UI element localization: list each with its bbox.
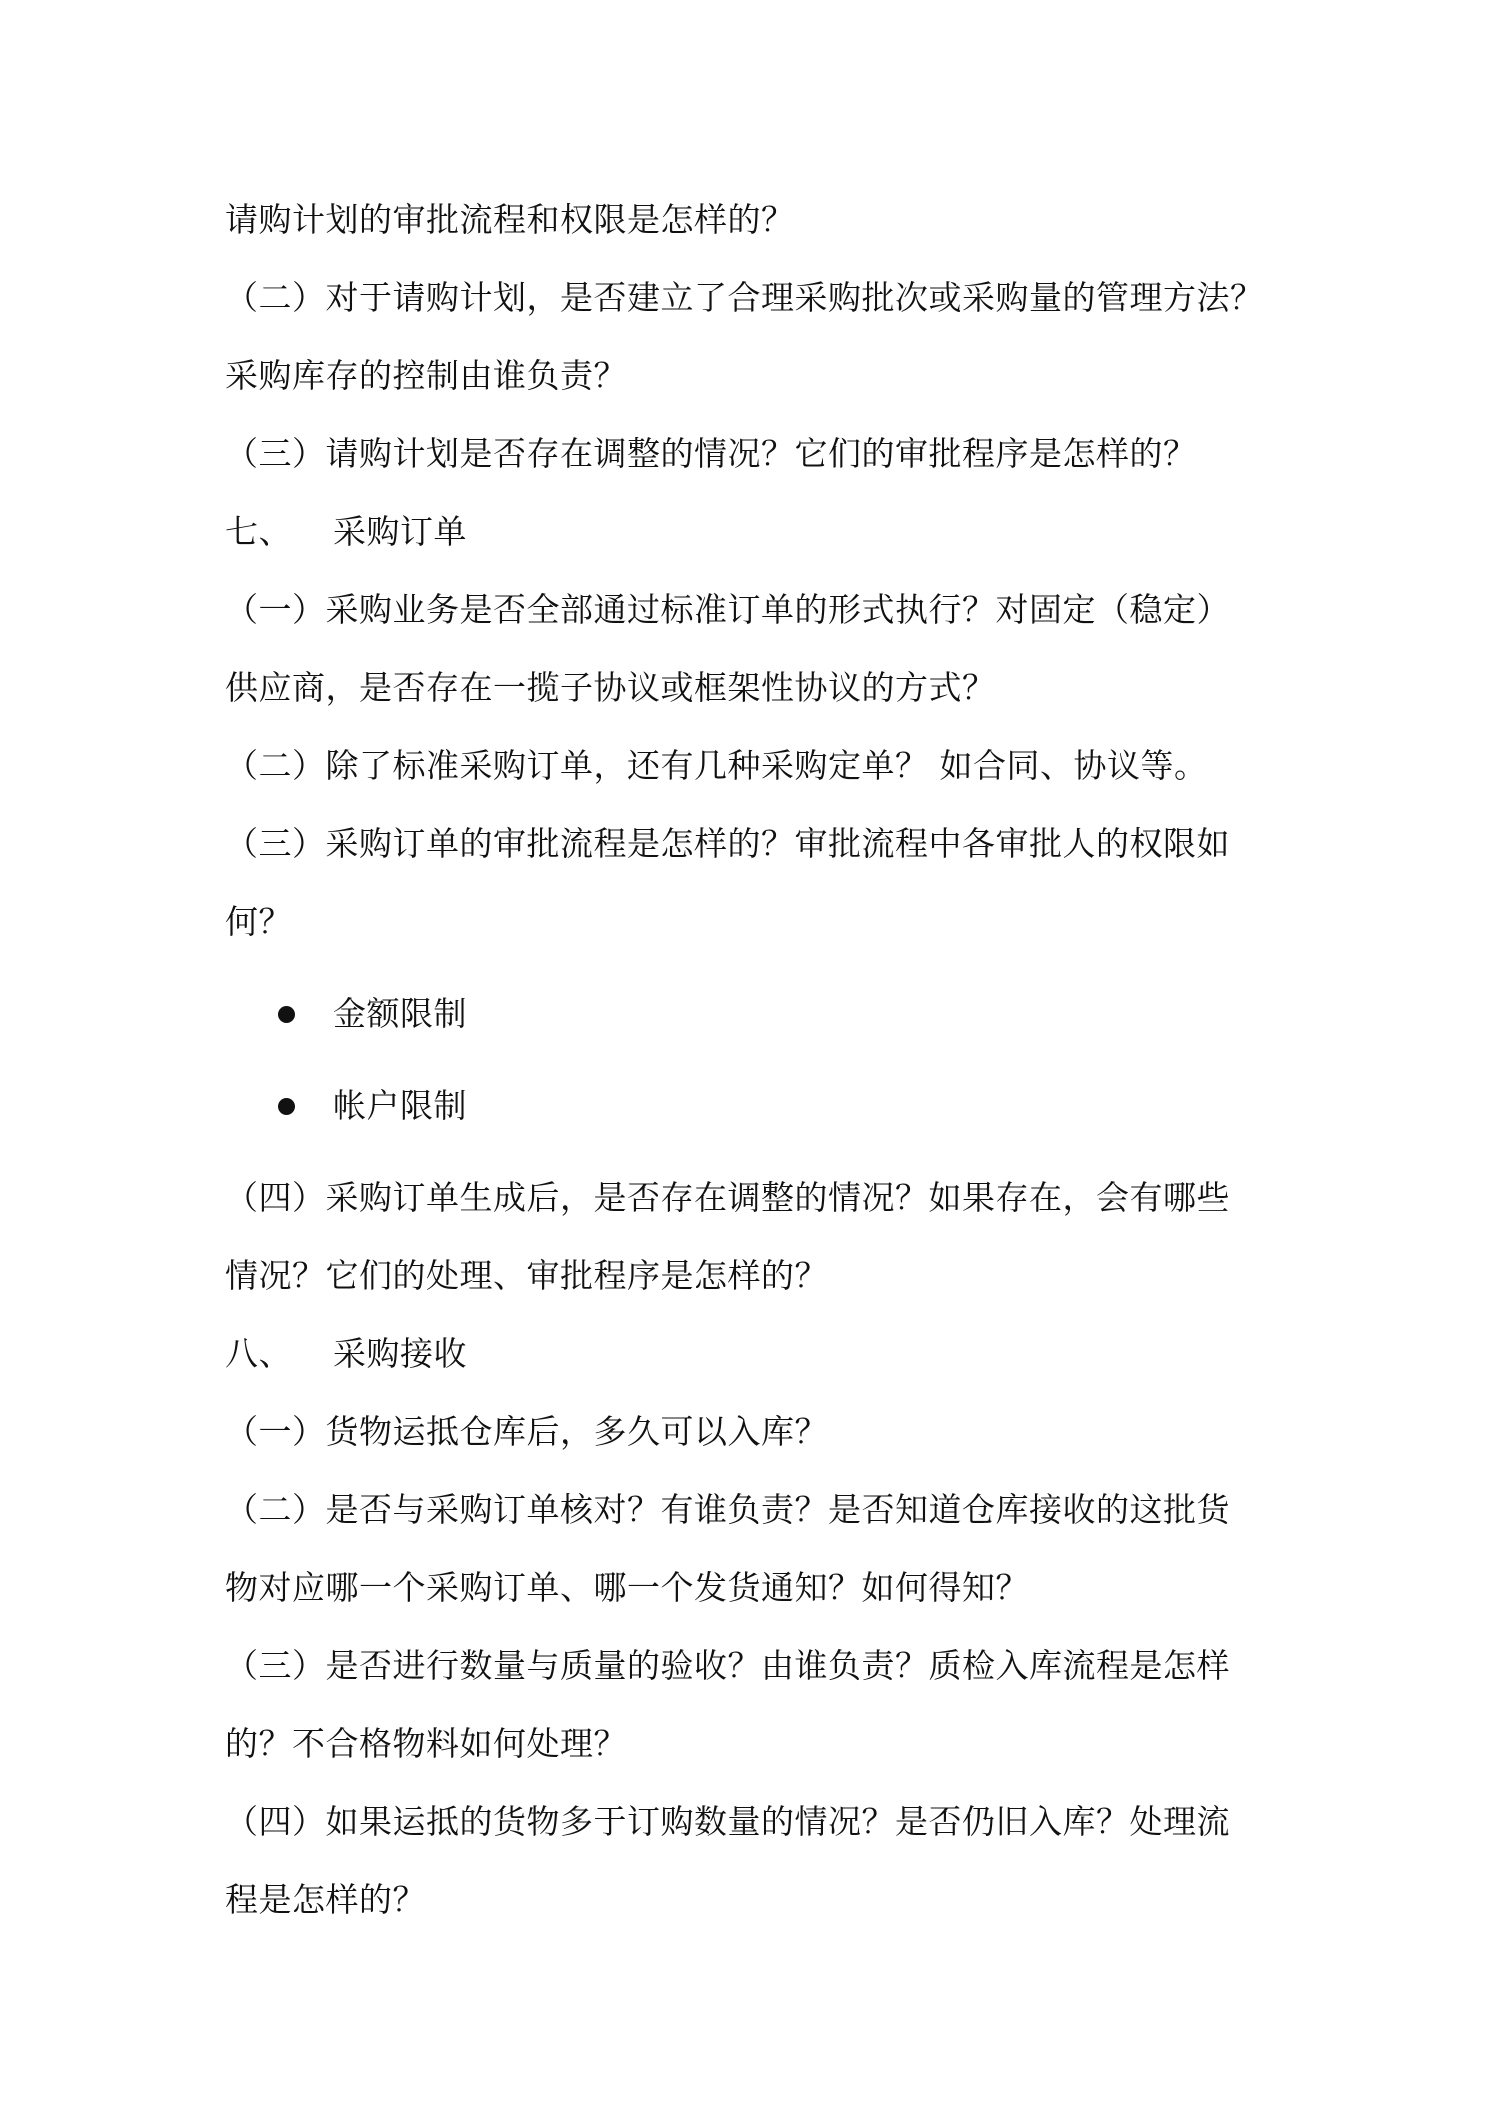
section-title: 采购订单 <box>333 512 467 551</box>
section-title: 采购接收 <box>333 1334 467 1373</box>
paragraph-line: （二）对于请购计划，是否建立了合理采购批次或采购量的管理方法？ <box>225 278 1264 317</box>
paragraph-line: 何？ <box>225 902 292 941</box>
bullet-item <box>278 1084 467 1128</box>
bullet-text: 金额限制 <box>333 994 467 1033</box>
paragraph-line: 供应商，是否存在一揽子协议或框架性协议的方式？ <box>225 668 996 707</box>
paragraph-line: （二）是否与采购订单核对？有谁负责？是否知道仓库接收的这批货 <box>225 1490 1230 1529</box>
bullet-icon <box>278 1098 295 1115</box>
paragraph-line: （四）如果运抵的货物多于订购数量的情况？是否仍旧入库？处理流 <box>225 1802 1230 1841</box>
bullet-item <box>278 992 467 1036</box>
paragraph-line: （四）采购订单生成后，是否存在调整的情况？如果存在，会有哪些 <box>225 1178 1230 1217</box>
paragraph-line: （三）是否进行数量与质量的验收？由谁负责？质检入库流程是怎样 <box>225 1646 1230 1685</box>
paragraph-line: （一）货物运抵仓库后，多久可以入库？ <box>225 1412 828 1451</box>
paragraph-line: （三）请购计划是否存在调整的情况？它们的审批程序是怎样的？ <box>225 434 1197 473</box>
paragraph-line: 的？不合格物料如何处理？ <box>225 1724 627 1763</box>
paragraph-line: 采购库存的控制由谁负责？ <box>225 356 627 395</box>
bullet-icon <box>278 1006 295 1023</box>
paragraph-line: （一）采购业务是否全部通过标准订单的形式执行？对固定（稳定） <box>225 590 1230 629</box>
paragraph-line: （三）采购订单的审批流程是怎样的？审批流程中各审批人的权限如 <box>225 824 1230 863</box>
section-number: 八、 <box>225 1334 292 1373</box>
paragraph-line: （二）除了标准采购订单，还有几种采购定单？ 如合同、协议等。 <box>225 746 1208 785</box>
paragraph-line: 物对应哪一个采购订单、哪一个发货通知？如何得知？ <box>225 1568 1029 1607</box>
bullet-text: 帐户限制 <box>333 1086 467 1125</box>
section-heading-8 <box>225 1332 1305 1376</box>
paragraph-line: 请购计划的审批流程和权限是怎样的？ <box>225 200 795 239</box>
section-number: 七、 <box>225 512 292 551</box>
section-heading-7 <box>225 510 1305 554</box>
paragraph-line: 程是怎样的？ <box>225 1880 426 1919</box>
paragraph-line: 情况？它们的处理、审批程序是怎样的？ <box>225 1256 828 1295</box>
